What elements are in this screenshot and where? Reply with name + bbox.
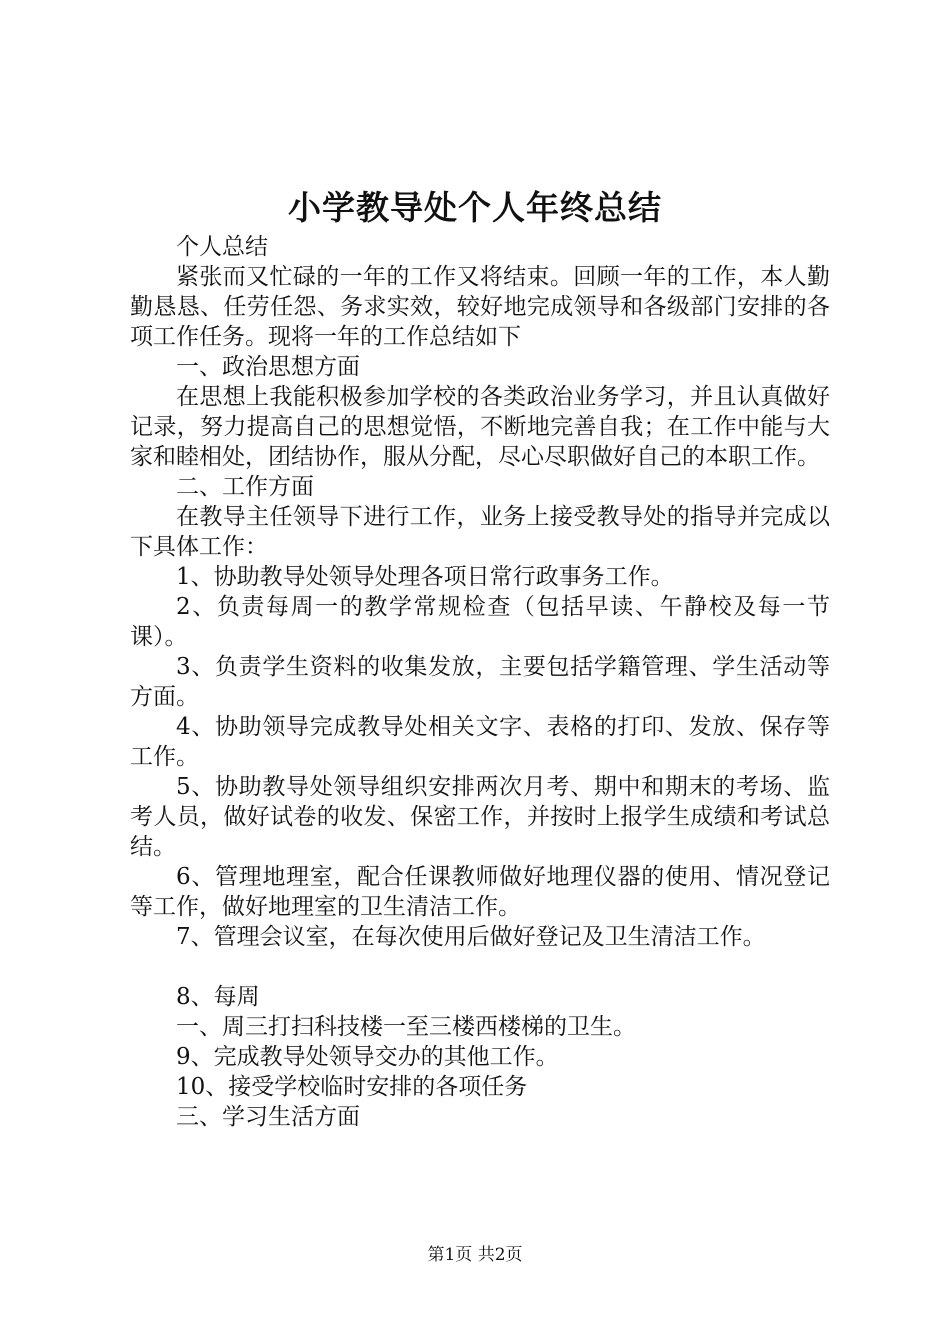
paragraph-work-intro: 在教导主任领导下进行工作，业务上接受教导处的指导并完成以下具体工作： xyxy=(130,504,830,560)
document-body xyxy=(130,232,830,1132)
work-item-7: 7、管理会议室，在每次使用后做好登记及卫生清洁工作。 xyxy=(176,924,766,950)
work-item-8: 8、每周 xyxy=(176,984,260,1010)
work-item-6: 6、管理地理室，配合任课教师做好地理仪器的使用、情况登记等工作，做好地理室的卫生清洁工作。 xyxy=(130,864,830,920)
document-title: 小学教导处个人年终总结 xyxy=(288,188,662,227)
section-heading-study-life: 三、学习生活方面 xyxy=(176,1104,360,1130)
work-item-8-detail: 一、周三打扫科技楼一至三楼西楼梯的卫生。 xyxy=(176,1014,636,1040)
blank-line xyxy=(130,952,830,982)
paragraph-intro: 紧张而又忙碌的一年的工作又将结束。回顾一年的工作，本人勤勤恳恳、任劳任怨、务求实效，较好地完成领导和各级部门安排的各项工作任务。现将一年的工作总结如下 xyxy=(130,264,830,350)
work-item-1: 1、协助教导处领导处理各项日常行政事务工作。 xyxy=(176,564,674,590)
work-item-3: 3、负责学生资料的收集发放，主要包括学籍管理、学生活动等方面。 xyxy=(130,654,830,710)
work-item-10: 10、接受学校临时安排的各项任务 xyxy=(176,1074,528,1100)
work-item-5: 5、协助教导处领导组织安排两次月考、期中和期末的考场、监考人员，做好试卷的收发、保密工作，并按时上报学生成绩和考试总结。 xyxy=(130,774,830,860)
paragraph-heading-personal-summary: 个人总结 xyxy=(176,234,268,260)
page-footer: 第1页 共2页 xyxy=(427,1245,523,1265)
work-item-9: 9、完成教导处领导交办的其他工作。 xyxy=(176,1044,559,1070)
paragraph-political: 在思想上我能积极参加学校的各类政治业务学习，并且认真做好记录，努力提高自己的思想觉悟，不断地完善自我；在工作中能与大家和睦相处，团结协作，服从分配，尽心尽职做好自己的本职工作。 xyxy=(130,384,830,470)
section-heading-political: 一、政治思想方面 xyxy=(176,354,360,380)
section-heading-work: 二、工作方面 xyxy=(176,474,314,500)
work-item-4: 4、协助领导完成教导处相关文字、表格的打印、发放、保存等工作。 xyxy=(130,714,830,770)
work-item-2: 2、负责每周一的教学常规检查（包括早读、午静校及每一节课）。 xyxy=(130,594,830,650)
